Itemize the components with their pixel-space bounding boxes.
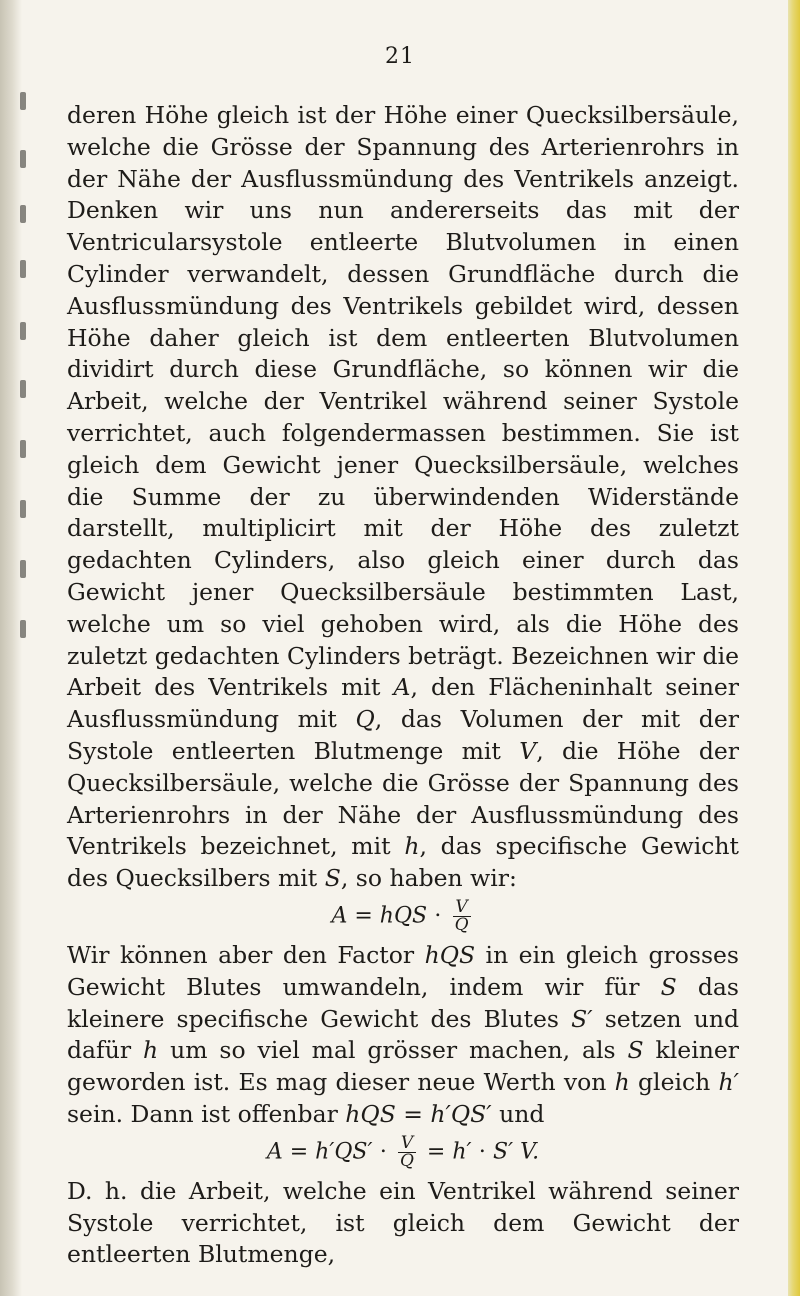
fraction: $\frac{V}{Q}$: [399, 1132, 414, 1171]
fraction: $\frac{V}{Q}$: [454, 896, 469, 935]
paragraph-3: D. h. die Arbeit, welche ein Ventrikel während seiner Systole verrichtet, ist gleich dem Gewicht der entleerten Blutmenge,: [67, 1176, 739, 1269]
formula-2: A = h′QS′ ⋅ $\frac{V}{Q}$ = h′ ⋅ S′ V.: [266, 1132, 540, 1171]
page-edge: [788, 0, 800, 1296]
paragraph-2: Wir können aber den Factor hQS in ein gleich grosses Gewicht Blutes umwandeln, indem wir für S das kleinere specifische Gewicht des Blutes S′ setzen und dafür h um so viel mal grösser machen, als S kleiner geworden ist. Es mag dieser neue Werth von h gleich h′ sein. Dann ist offenbar hQS = h′QS′ und: [67, 940, 740, 1128]
binding-marks: [0, 0, 34, 1296]
page-number: 21: [385, 44, 415, 69]
formula-1: A = hQS ⋅ $\frac{V}{Q}$: [331, 896, 469, 935]
paragraph-1: deren Höhe gleich ist der Höhe einer Quecksilbersäule, welche die Grösse der Spannung des Arterienrohrs in der Nähe der Ausflussmündung des Ventrikels anzeigt. Denken wir uns nun andererseits das mit der Ventricularsystole entleerte Blutvolumen in einen Cylinder verwandelt, dessen Grundfläche durch die Ausflussmündung des Ventrikels gebildet wird, dessen Höhe daher gleich ist dem entleerten Blutvolumen dividirt durch diese Grundfläche, so können wir die Arbeit, welche der Ventrikel während seiner Systole verrichtet, auch folgendermassen bestimmen. Sie ist gleich dem Gewicht jener Quecksilbersäule, welches die Summe der zu überwindenden Widerstände darstellt, multiplicirt mit der Höhe des zuletzt gedachten Cylinders, also gleich einer durch das Gewicht jener Quecksilbersäule bestimmten Last, welche um so viel gehoben wird, als die Höhe des zuletzt gedachten Cylinders beträgt. Bezeichnen wir die Arbeit des Ventrikels mit A, den Flächeninhalt seiner Ausflussmündung mit Q, das Volumen der mit der Systole entleerten Blutmenge mit V, die Höhe der Quecksilbersäule, welche die Grösse der Spannung des Arterienrohrs in der Nähe der Ausflussmündung des Ventrikels bezeichnet, mit h, das specifische Gewicht des Quecksilbers mit S, so haben wir:: [67, 101, 740, 893]
body-text: [67, 100, 739, 1271]
